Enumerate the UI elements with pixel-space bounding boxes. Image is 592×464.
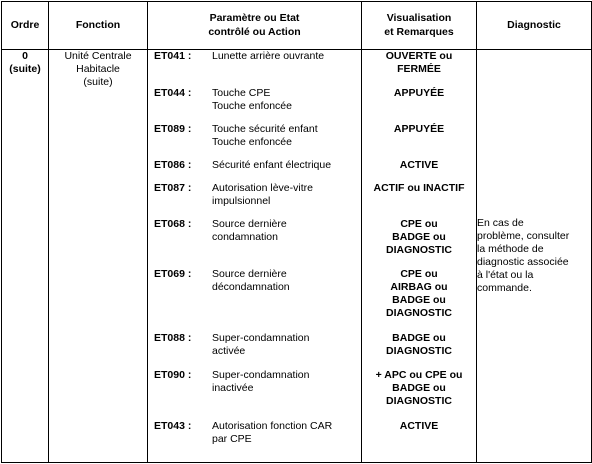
visu-row-et087 <box>362 182 476 218</box>
fonction-line-1: Unité Centrale <box>64 50 132 62</box>
visu-line: ACTIVE <box>399 159 439 171</box>
diagnostic-line: diagnostic associée <box>477 256 569 268</box>
diagnostic-line: commande. <box>477 282 532 295</box>
visu-row-et089 <box>362 123 476 159</box>
fonction-line-2: Habitacle <box>76 63 120 76</box>
visu-line: DIAGNOSTIC <box>386 395 452 408</box>
visu-line: BADGE ou <box>392 231 446 244</box>
parametres-cell <box>148 50 362 463</box>
header-parametre <box>148 2 362 50</box>
visu-line: DIAGNOSTIC <box>386 244 452 257</box>
visu-line: CPE ou <box>400 218 438 230</box>
visu-line: BADGE ou <box>392 294 446 307</box>
header-fonction-label: Fonction <box>75 18 121 31</box>
header-visualisation <box>362 2 477 50</box>
ordre-cell <box>2 50 49 463</box>
visu-row-et090 <box>362 369 476 420</box>
visu-line: FERMÉE <box>397 63 441 76</box>
header-visualisation-line-1: Visualisation <box>386 12 452 25</box>
param-label <box>212 420 357 446</box>
visu-line: APPUYÉE <box>393 123 445 135</box>
param-code: ET044 : <box>154 87 192 99</box>
visu-line: DIAGNOSTIC <box>386 307 452 320</box>
diagnostic-cell <box>477 50 592 463</box>
param-row-et041 <box>148 50 361 87</box>
header-diagnostic <box>477 2 592 50</box>
visu-row-et041 <box>362 50 476 87</box>
param-label-line: Source dernière <box>212 268 287 280</box>
param-label-line: activée <box>212 345 246 358</box>
visu-row-et068 <box>362 218 476 268</box>
visu-line: + APC ou CPE ou <box>375 369 463 381</box>
visu-row-et069 <box>362 268 476 332</box>
param-label-line: inactivée <box>212 382 254 395</box>
diagnostic-line: problème, consulter <box>477 229 570 242</box>
param-label-line: Touche CPE <box>212 87 271 99</box>
header-parametre-line-1: Paramètre ou Etat <box>209 12 300 25</box>
param-label-line: Touche sécurité enfant <box>212 123 318 135</box>
param-label-line: Lunette arrière ouvrante <box>212 50 325 62</box>
param-code: ET086 : <box>154 159 192 171</box>
param-row-et044 <box>148 87 361 123</box>
visu-line: ACTIVE <box>399 420 439 432</box>
header-row <box>2 2 592 50</box>
param-code: ET088 : <box>154 332 192 344</box>
param-label-line: Touche enfoncée <box>212 100 292 113</box>
param-label-line: Source dernière <box>212 218 287 230</box>
diagnostic-line: la méthode de <box>477 242 544 255</box>
param-label-line: Autorisation lève-vitre <box>212 182 313 194</box>
header-visualisation-line-2: et Remarques <box>384 25 454 38</box>
param-label <box>212 87 357 113</box>
param-code: ET090 : <box>154 369 192 381</box>
param-code: ET043 : <box>154 420 192 432</box>
param-label <box>212 332 357 358</box>
body-row <box>2 50 592 463</box>
visualisation-cell <box>362 50 477 463</box>
visu-row-et086 <box>362 159 476 182</box>
param-label-line: condamnation <box>212 231 278 244</box>
visu-line: DIAGNOSTIC <box>386 345 452 358</box>
visu-line: ACTIF ou INACTIF <box>373 182 465 194</box>
param-label-line: par CPE <box>212 433 252 446</box>
param-row-et086 <box>148 159 361 182</box>
param-label <box>212 123 357 149</box>
param-row-et089 <box>148 123 361 159</box>
param-label <box>212 218 357 244</box>
diagnostic-table <box>1 1 592 463</box>
param-row-et087 <box>148 182 361 218</box>
visu-line: OUVERTE ou <box>385 50 453 62</box>
param-label <box>212 369 357 395</box>
param-code: ET068 : <box>154 218 192 230</box>
visu-line: BADGE ou <box>392 332 446 344</box>
param-label <box>212 159 357 172</box>
param-label-line: Sécurité enfant électrique <box>212 159 332 171</box>
ordre-number: 0 <box>22 50 28 62</box>
fonction-cell <box>49 50 148 463</box>
param-row-et043 <box>148 420 361 450</box>
visu-row-et044 <box>362 87 476 123</box>
param-label-line: Touche enfoncée <box>212 136 292 149</box>
visu-row-et043 <box>362 420 476 450</box>
param-label-line: décondamnation <box>212 281 290 294</box>
visu-line: CPE ou <box>400 268 438 280</box>
diagnostic-line: En cas de <box>477 216 524 229</box>
param-label <box>212 268 357 294</box>
param-label-line: Autorisation fonction CAR <box>212 420 333 432</box>
param-code: ET087 : <box>154 182 192 194</box>
diagnostic-line: à l'état ou la <box>477 269 534 282</box>
param-label <box>212 50 357 63</box>
param-code: ET069 : <box>154 268 192 280</box>
fonction-line-3: (suite) <box>83 76 113 89</box>
param-row-et088 <box>148 332 361 369</box>
header-ordre-label: Ordre <box>10 18 40 31</box>
visu-line: APPUYÉE <box>393 87 445 99</box>
visu-row-et088 <box>362 332 476 369</box>
param-code: ET041 : <box>154 50 192 62</box>
param-label <box>212 182 357 208</box>
header-ordre <box>2 2 49 50</box>
header-diagnostic-label: Diagnostic <box>507 18 561 31</box>
param-label-line: Super-condamnation <box>212 369 310 381</box>
param-row-et068 <box>148 218 361 268</box>
param-row-et090 <box>148 369 361 420</box>
param-label-line: impulsionnel <box>212 195 271 208</box>
header-fonction <box>49 2 148 50</box>
param-label-line: Super-condamnation <box>212 332 310 344</box>
param-row-et069 <box>148 268 361 332</box>
ordre-suite: (suite) <box>9 63 41 76</box>
header-parametre-line-2: contrôlé ou Action <box>208 25 301 38</box>
visu-line: AIRBAG ou <box>390 281 448 294</box>
param-code: ET089 : <box>154 123 192 135</box>
visu-line: BADGE ou <box>392 382 446 395</box>
